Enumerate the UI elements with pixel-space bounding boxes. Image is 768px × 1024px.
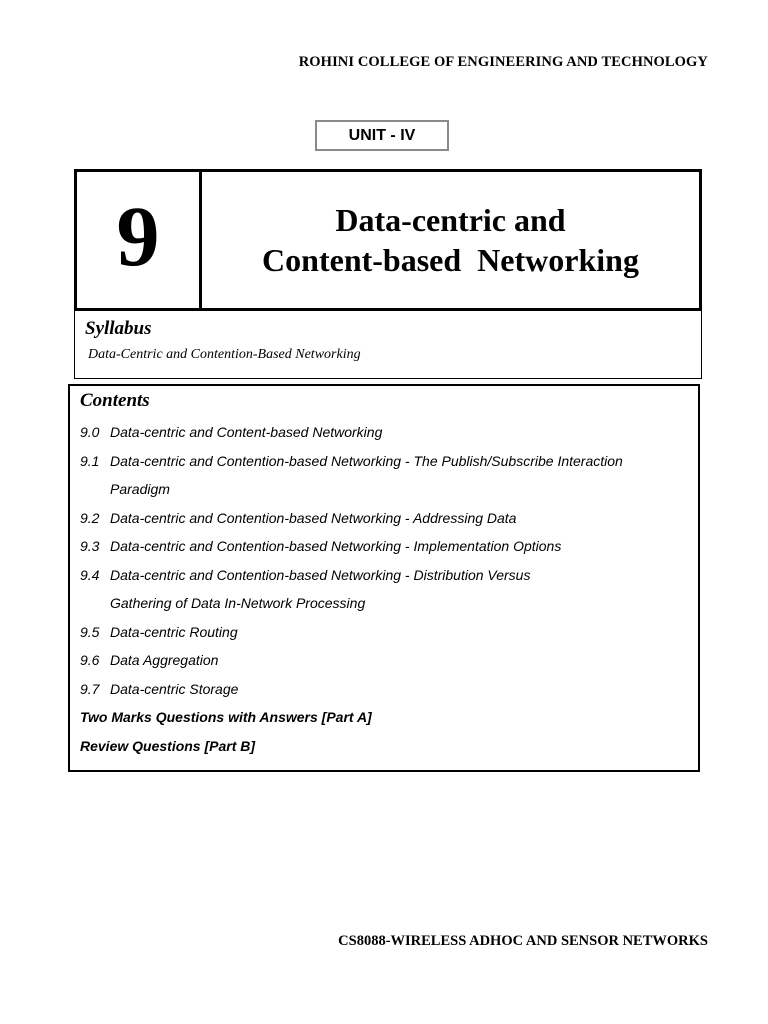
contents-item-continuation xyxy=(80,475,688,504)
contents-item xyxy=(80,532,688,561)
item-text: Data-centric and Contention-based Networking - Distribution Versus xyxy=(110,566,531,583)
chapter-number: 9 xyxy=(77,172,202,308)
item-text: Paradigm xyxy=(110,481,170,497)
contents-heading: Contents xyxy=(80,390,150,411)
contents-item xyxy=(80,561,688,590)
item-text: Data-centric and Content-based Networking xyxy=(110,424,383,440)
item-number: 9.6 xyxy=(80,652,100,668)
item-number: 9.3 xyxy=(80,538,100,554)
item-text: Data-centric and Contention-based Networking - Implementation Options xyxy=(110,538,562,554)
contents-item xyxy=(80,504,688,533)
item-text: Data-centric and Contention-based Networking - The Publish/Subscribe Interaction xyxy=(110,452,623,469)
item-number: 9.0 xyxy=(80,424,100,440)
chapter-box xyxy=(74,169,702,311)
contents-item-review xyxy=(80,732,688,761)
course-footer: CS8088-WIRELESS ADHOC AND SENSOR NETWORKS xyxy=(338,933,708,949)
contents-item-two-marks xyxy=(80,703,688,732)
chapter-title-line1: Data-centric and xyxy=(335,202,566,238)
contents-item xyxy=(80,418,688,447)
item-text: Data Aggregation xyxy=(110,652,219,668)
contents-item xyxy=(80,675,688,704)
item-text: Data-centric Routing xyxy=(110,623,238,640)
unit-label: UNIT - IV xyxy=(315,120,449,151)
college-header: ROHINI COLLEGE OF ENGINEERING AND TECHNOLOGY xyxy=(298,54,708,70)
contents-item-continuation xyxy=(80,589,688,618)
item-text: Data-centric and Contention-based Networking - Addressing Data xyxy=(110,509,517,526)
syllabus-box xyxy=(74,310,702,379)
item-text: Review Questions [Part B] xyxy=(80,737,256,754)
item-number: 9.5 xyxy=(80,623,100,640)
item-text: Two Marks Questions with Answers [Part A] xyxy=(80,709,372,725)
item-number: 9.2 xyxy=(80,509,100,526)
syllabus-text: Data-Centric and Contention-Based Networking xyxy=(88,347,361,362)
item-text: Data-centric Storage xyxy=(110,680,239,697)
item-number: 9.7 xyxy=(80,680,100,697)
chapter-title-line2: Content-based Networking xyxy=(262,242,639,278)
chapter-title xyxy=(202,172,699,308)
contents-box xyxy=(68,384,700,772)
contents-item xyxy=(80,447,688,476)
contents-item xyxy=(80,646,688,675)
item-text: Gathering of Data In-Network Processing xyxy=(110,595,366,611)
item-number: 9.1 xyxy=(80,452,100,469)
syllabus-heading: Syllabus xyxy=(85,318,152,339)
item-number: 9.4 xyxy=(80,566,100,583)
contents-item xyxy=(80,618,688,647)
